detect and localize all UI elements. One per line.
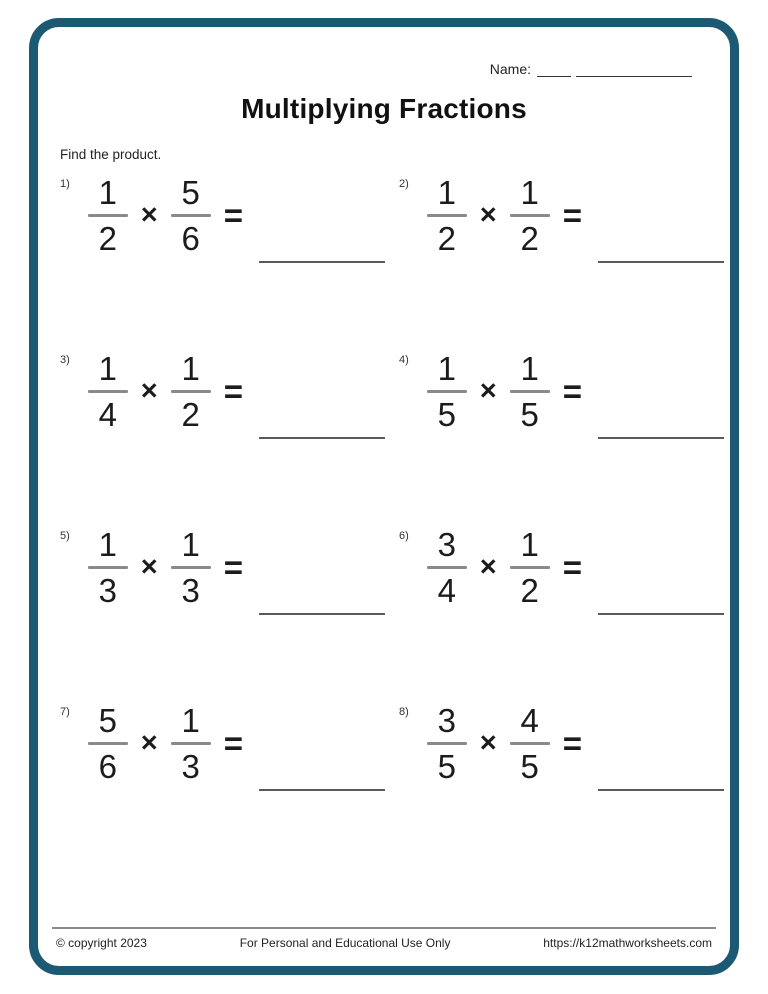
answer-blank[interactable]: [259, 437, 385, 439]
equals-symbol: =: [562, 724, 582, 762]
answer-blank[interactable]: [598, 437, 724, 439]
multiply-symbol: ×: [140, 375, 158, 407]
problem-number: 8): [399, 706, 409, 718]
expression: [88, 704, 385, 783]
problem-5: [60, 528, 385, 638]
numerator: 1: [437, 350, 456, 387]
equals-symbol: =: [223, 196, 243, 234]
fraction-bar: [88, 566, 128, 569]
fraction-1: [88, 528, 128, 607]
equals-symbol: =: [223, 372, 243, 410]
fraction-bar: [510, 742, 550, 745]
expression: [88, 528, 385, 607]
fraction-2: [171, 704, 211, 783]
fraction-2: [510, 704, 550, 783]
fraction-bar: [88, 742, 128, 745]
fraction-bar: [510, 566, 550, 569]
denominator: 5: [437, 748, 456, 785]
fraction-bar: [510, 390, 550, 393]
footer: [52, 927, 716, 950]
problems-grid: [38, 162, 730, 814]
denominator: 3: [98, 572, 117, 609]
numerator: 5: [181, 174, 200, 211]
fraction-bar: [88, 390, 128, 393]
denominator: 5: [520, 396, 539, 433]
multiply-symbol: ×: [479, 375, 497, 407]
footer-row: [52, 936, 716, 950]
denominator: 5: [437, 396, 456, 433]
fraction-1: [427, 352, 467, 431]
instruction-text: Find the product.: [60, 147, 162, 162]
fraction-1: [88, 352, 128, 431]
fraction-bar: [88, 214, 128, 217]
fraction-1: [427, 528, 467, 607]
problem-8: [399, 704, 724, 814]
numerator: 1: [520, 174, 539, 211]
problem-6: [399, 528, 724, 638]
denominator: 2: [437, 220, 456, 257]
denominator: 6: [181, 220, 200, 257]
multiply-symbol: ×: [479, 199, 497, 231]
expression: [88, 176, 385, 255]
fraction-bar: [171, 214, 211, 217]
numerator: 1: [520, 350, 539, 387]
problem-4: [399, 352, 724, 462]
problem-number: 6): [399, 530, 409, 542]
problem-number: 4): [399, 354, 409, 366]
problem-number: 7): [60, 706, 70, 718]
numerator: 1: [181, 350, 200, 387]
problem-2: [399, 176, 724, 286]
fraction-bar: [171, 742, 211, 745]
equals-symbol: =: [562, 548, 582, 586]
denominator: 3: [181, 572, 200, 609]
name-blank[interactable]: [537, 61, 571, 77]
answer-blank[interactable]: [259, 789, 385, 791]
fraction-bar: [427, 390, 467, 393]
numerator: 4: [520, 702, 539, 739]
fraction-2: [171, 528, 211, 607]
multiply-symbol: ×: [140, 199, 158, 231]
equals-symbol: =: [223, 548, 243, 586]
page-title: Multiplying Fractions: [241, 93, 527, 124]
numerator: 3: [437, 702, 456, 739]
answer-blank[interactable]: [598, 613, 724, 615]
equals-symbol: =: [562, 372, 582, 410]
denominator: 3: [181, 748, 200, 785]
expression: [427, 176, 724, 255]
denominator: 2: [520, 220, 539, 257]
numerator: 1: [98, 174, 117, 211]
name-blank[interactable]: [576, 61, 692, 77]
name-row: [38, 27, 730, 77]
name-label: Name:: [489, 61, 531, 77]
denominator: 2: [181, 396, 200, 433]
numerator: 1: [181, 702, 200, 739]
fraction-2: [171, 176, 211, 255]
fraction-bar: [427, 566, 467, 569]
fraction-bar: [510, 214, 550, 217]
multiply-symbol: ×: [140, 551, 158, 583]
fraction-bar: [427, 214, 467, 217]
multiply-symbol: ×: [479, 727, 497, 759]
multiply-symbol: ×: [479, 551, 497, 583]
problem-3: [60, 352, 385, 462]
fraction-bar: [171, 566, 211, 569]
problem-number: 3): [60, 354, 70, 366]
numerator: 1: [181, 526, 200, 563]
fraction-1: [88, 176, 128, 255]
numerator: 1: [98, 350, 117, 387]
fraction-bar: [171, 390, 211, 393]
fraction-1: [427, 704, 467, 783]
answer-blank[interactable]: [259, 261, 385, 263]
denominator: 2: [520, 572, 539, 609]
denominator: 4: [437, 572, 456, 609]
fraction-2: [510, 176, 550, 255]
website-url: https://k12mathworksheets.com: [543, 936, 712, 950]
denominator: 4: [98, 396, 117, 433]
answer-blank[interactable]: [259, 613, 385, 615]
numerator: 1: [98, 526, 117, 563]
denominator: 6: [98, 748, 117, 785]
numerator: 1: [520, 526, 539, 563]
multiply-symbol: ×: [140, 727, 158, 759]
fraction-2: [510, 528, 550, 607]
denominator: 5: [520, 748, 539, 785]
answer-blank[interactable]: [598, 789, 724, 791]
problem-7: [60, 704, 385, 814]
answer-blank[interactable]: [598, 261, 724, 263]
usage-text: For Personal and Educational Use Only: [239, 936, 451, 950]
fraction-1: [427, 176, 467, 255]
worksheet-page: [29, 18, 739, 975]
fraction-2: [510, 352, 550, 431]
fraction-1: [88, 704, 128, 783]
numerator: 1: [437, 174, 456, 211]
fraction-bar: [427, 742, 467, 745]
problem-number: 1): [60, 178, 70, 190]
problem-number: 5): [60, 530, 70, 542]
expression: [88, 352, 385, 431]
expression: [427, 528, 724, 607]
denominator: 2: [98, 220, 117, 257]
copyright-text: © copyright 2023: [56, 936, 147, 950]
equals-symbol: =: [562, 196, 582, 234]
problem-1: [60, 176, 385, 286]
numerator: 5: [98, 702, 117, 739]
fraction-2: [171, 352, 211, 431]
expression: [427, 704, 724, 783]
footer-divider: [52, 927, 716, 929]
expression: [427, 352, 724, 431]
numerator: 3: [437, 526, 456, 563]
problem-number: 2): [399, 178, 409, 190]
equals-symbol: =: [223, 724, 243, 762]
